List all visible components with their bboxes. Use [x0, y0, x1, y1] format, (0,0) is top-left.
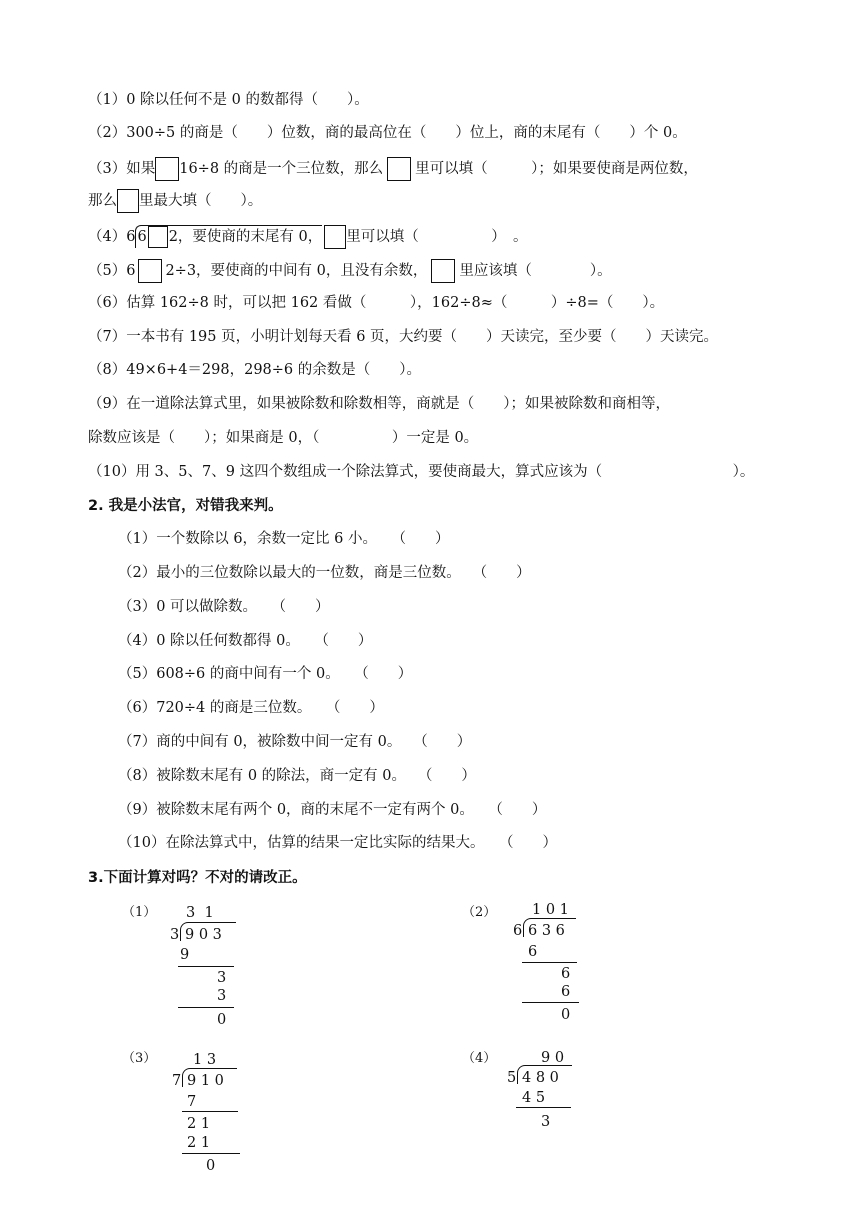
judge-item: （4）0 除以任何数都得 0。 （ ） — [118, 633, 373, 649]
q4-text-b: 6 — [137, 229, 147, 245]
answer-box[interactable] — [387, 157, 411, 181]
remainder: 0 — [217, 1012, 227, 1028]
subtrahend: 6 — [528, 944, 538, 960]
judge-item: （7）商的中间有 0，被除数中间一定有 0。 （ ） — [118, 734, 472, 750]
answer-box[interactable] — [148, 226, 168, 248]
divisor: 7 — [172, 1073, 182, 1089]
fill-q6: （6）估算 162÷8 时，可以把 162 看做（ ），162÷8≈（ ）÷8=（ ）。 — [88, 295, 665, 311]
remainder: 3 — [541, 1114, 551, 1130]
answer-box[interactable] — [431, 259, 455, 283]
subtrahend: 9 — [180, 947, 190, 963]
fill-q7: （7）一本书有 195 页，小明计划每天看 6 页，大约要（ ）天读完，至少要（ ）天读完。 — [88, 329, 719, 345]
calc-label: （2） — [462, 905, 497, 920]
subtrahend: 7 — [187, 1094, 197, 1110]
q4-text-d: 里可以填（ ） 。 — [346, 229, 528, 245]
remainder: 0 — [206, 1158, 216, 1174]
judge-item: （9）被除数末尾有两个 0，商的末尾不一定有两个 0。 （ ） — [118, 802, 547, 818]
subtrahend: 6 — [561, 984, 571, 1000]
judge-item: （10）在除法算式中，估算的结果一定比实际的结果大。 （ ） — [118, 835, 557, 851]
rule-line — [182, 1111, 238, 1112]
quotient: 1 3 — [193, 1052, 217, 1068]
judge-item: （8）被除数末尾有 0 的除法，商一定有 0。 （ ） — [118, 768, 476, 784]
judge-item: （2）最小的三位数除以最大的一位数，商是三位数。 （ ） — [118, 565, 531, 581]
fill-q5 — [88, 259, 612, 283]
section3-heading: 3.下面计算对吗？不对的请改正。 — [88, 870, 307, 886]
rule-line — [178, 1007, 234, 1008]
rule-line — [522, 1002, 579, 1003]
q3-text-b: 16÷8 的商是一个三位数，那么 — [179, 161, 384, 177]
q4-text-c: 2，要使商的末尾有 0， — [168, 229, 323, 245]
q3-text-d: 那么 — [88, 193, 117, 209]
rule-line — [516, 1107, 571, 1108]
answer-box[interactable] — [117, 189, 139, 213]
quotient: 1 0 1 — [532, 902, 569, 918]
q3-text-c: 里可以填（ ）；如果要使商是两位数， — [415, 161, 698, 177]
dividend: 4 8 0 — [522, 1070, 559, 1086]
answer-box[interactable] — [155, 157, 179, 181]
fill-q9: （9）在一道除法算式里，如果被除数和除数相等，商就是（ ）；如果被除数和商相等， — [88, 396, 670, 412]
calc-label: （1） — [122, 905, 157, 920]
remainder: 6 — [561, 966, 571, 982]
dividend: 6 3 6 — [528, 923, 565, 939]
rule-line — [522, 962, 577, 963]
rule-line — [182, 1153, 240, 1154]
subtrahend: 4 5 — [522, 1090, 546, 1106]
fill-q2: （2）300÷5 的商是（ ）位数，商的最高位在（ ）位上，商的末尾有（ ）个 0。 — [88, 125, 687, 141]
divisor: 3 — [170, 927, 180, 943]
fill-q1: （1）0 除以任何不是 0 的数都得（ ）。 — [88, 92, 369, 108]
section2-heading: 2. 我是小法官，对错我来判。 — [88, 498, 283, 514]
calc-label: （4） — [462, 1051, 497, 1066]
quotient: 3 1 — [186, 905, 214, 921]
fill-q3 — [88, 157, 698, 181]
fill-q10: （10）用 3、5、7、9 这四个数组成一个除法算式，要使商最大，算式应该为（ ）。 — [88, 464, 755, 480]
quotient: 9 0 — [541, 1050, 565, 1066]
q5-text-a: （5）6 — [88, 263, 136, 279]
divisor: 6 — [513, 923, 523, 939]
answer-box[interactable] — [138, 259, 162, 283]
judge-item: （3）0 可以做除数。 （ ） — [118, 599, 330, 615]
calc-label: （3） — [122, 1051, 157, 1066]
remainder: 0 — [561, 1007, 571, 1023]
remainder: 2 1 — [187, 1116, 211, 1132]
judge-item: （1）一个数除以 6，余数一定比 6 小。 （ ） — [118, 531, 450, 547]
subtrahend: 3 — [217, 988, 227, 1004]
remainder: 3 — [217, 970, 227, 986]
q4-text-a: （4）6 — [88, 229, 136, 245]
fill-q4 — [88, 225, 528, 249]
q3-text-e: 里最大填（ ）。 — [139, 193, 263, 209]
divisor: 5 — [507, 1070, 517, 1086]
answer-box[interactable] — [324, 225, 346, 249]
q3-text-a: （3）如果 — [88, 161, 156, 177]
judge-item: （5）608÷6 的商中间有一个 0。 （ ） — [118, 666, 413, 682]
fill-q8: （8）49×6+4＝298，298÷6 的余数是（ ）。 — [88, 362, 422, 378]
dividend: 9 0 3 — [185, 927, 222, 943]
dividend: 9 1 0 — [187, 1073, 224, 1089]
fill-q3-cont — [88, 189, 262, 213]
q5-text-b: 2÷3，要使商的中间有 0，且没有余数， — [165, 263, 428, 279]
subtrahend: 2 1 — [187, 1135, 211, 1151]
judge-item: （6）720÷4 的商是三位数。 （ ） — [118, 700, 384, 716]
rule-line — [178, 966, 234, 967]
fill-q9-cont: 除数应该是（ ）；如果商是 0，（ ）一定是 0。 — [88, 430, 479, 446]
division-bracket — [135, 225, 322, 248]
q5-text-c: 里应该填（ ）。 — [459, 263, 612, 279]
